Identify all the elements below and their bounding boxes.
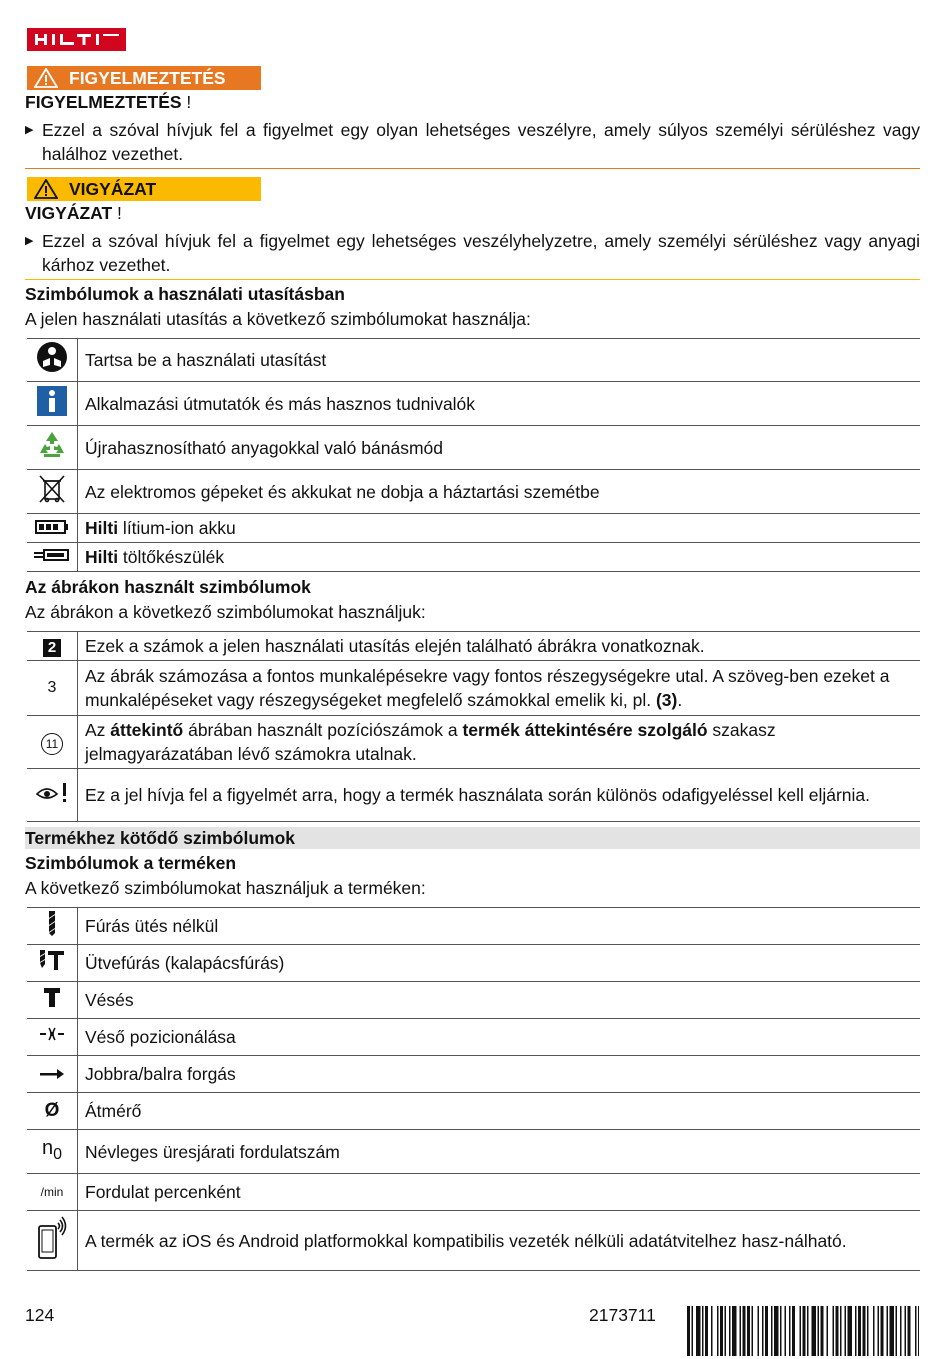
table-row bbox=[27, 543, 920, 572]
caution-divider bbox=[25, 279, 920, 280]
list-item: Hilti lítium-ion akku bbox=[78, 514, 921, 543]
list-item: Újrahasznosítható anyagokkal való bánásmód bbox=[78, 426, 921, 470]
list-item: Hilti töltőkészülék bbox=[78, 543, 921, 572]
product-symbols-table bbox=[27, 907, 920, 1271]
caution-badge bbox=[27, 177, 261, 201]
list-item: Az ábrák számozása a fontos munkalépésekre vagy fontos részegységekre utal. A szöveg-ben ezeket a munkalépéseket vagy részegységeket megfelelő számokkal emelik ki, pl. (3). bbox=[78, 661, 921, 716]
charger-icon bbox=[27, 543, 78, 572]
warning-badge-label: FIGYELMEZTETÉS bbox=[69, 67, 226, 88]
crossed-bin-icon bbox=[27, 470, 78, 514]
chisel-icon bbox=[27, 982, 78, 1019]
warning-badge bbox=[27, 66, 261, 90]
eye-attention-icon bbox=[27, 769, 78, 822]
table-row bbox=[27, 908, 920, 945]
list-item: Az áttekintő ábrában használt pozíciószámok a termék áttekintésére szolgáló szakasz jelmagyarázatában lévő számokra utalnak. bbox=[78, 716, 921, 769]
list-item: Alkalmazási útmutatók és más hasznos tudnivalók bbox=[78, 382, 921, 426]
list-item: A termék az iOS és Android platformokkal kompatibilis vezeték nélküli adatátvitelhez hasz-nálható. bbox=[78, 1211, 921, 1271]
caution-bullet: ▶ Ezzel a szóval hívjuk fel a figyelmet egy lehetséges veszélyhelyzetre, amely személyi sérüléshez vagy anyagi kárhoz vezethet. bbox=[25, 231, 920, 275]
list-item: Vésés bbox=[78, 982, 921, 1019]
table-row bbox=[27, 982, 920, 1019]
list-item: Az elektromos gépeket és akkukat ne dobja a háztartási szemétbe bbox=[78, 470, 921, 514]
table-row bbox=[27, 514, 920, 543]
bullet-arrow-icon: ▶ bbox=[25, 235, 34, 247]
table-row bbox=[27, 1019, 920, 1056]
figure-symbols-intro: Az ábrákon a következő szimbólumokat használjuk: bbox=[25, 602, 426, 622]
table-row bbox=[27, 339, 920, 382]
page-number: 124 bbox=[25, 1305, 55, 1325]
hammer-drill-icon bbox=[27, 945, 78, 982]
warning-bullet: ▶ Ezzel a szóval hívjuk fel a figyelmet egy olyan lehetséges veszélyre, amely súlyos személyi sérüléshez vagy halálhoz vezethet. bbox=[25, 120, 920, 164]
table-row bbox=[27, 632, 920, 661]
list-item: Ezek a számok a jelen használati utasítás elején található ábrákra vonatkoznak. bbox=[78, 632, 921, 661]
document-code: 2173711 bbox=[589, 1305, 656, 1325]
warning-divider bbox=[25, 168, 920, 169]
drill-icon bbox=[27, 908, 78, 945]
hilti-logo bbox=[27, 28, 126, 51]
list-item: Tartsa be a használati utasítást bbox=[78, 339, 921, 382]
table-row bbox=[27, 1093, 920, 1130]
read-manual-icon bbox=[27, 339, 78, 382]
list-item: Fúrás ütés nélkül bbox=[78, 908, 921, 945]
table-row bbox=[27, 426, 920, 470]
list-item: Névleges üresjárati fordulatszám bbox=[78, 1130, 921, 1174]
table-row bbox=[27, 1130, 920, 1174]
table-row bbox=[27, 945, 920, 982]
caution-triangle-icon bbox=[31, 179, 61, 199]
info-icon bbox=[27, 382, 78, 426]
battery-icon bbox=[27, 514, 78, 543]
list-item: Ez a jel hívja fel a figyelmét arra, hogy a termék használata során különös odafigyeléssel kell eljárnia. bbox=[78, 769, 921, 822]
table-row bbox=[27, 1174, 920, 1211]
warning-triangle-icon bbox=[31, 68, 61, 88]
list-item: Átmérő bbox=[78, 1093, 921, 1130]
warning-signal-word: FIGYELMEZTETÉS ! bbox=[25, 92, 192, 112]
figure-symbols-table bbox=[27, 631, 920, 822]
table-row bbox=[27, 1056, 920, 1093]
product-symbols-section-title: Termékhez kötődő szimbólumok bbox=[25, 828, 295, 848]
wireless-device-icon bbox=[27, 1211, 78, 1271]
diameter-icon: Ø bbox=[27, 1093, 78, 1130]
list-item: Fordulat percenként bbox=[78, 1174, 921, 1211]
rotation-arrow-icon bbox=[27, 1056, 78, 1093]
recycle-icon bbox=[27, 426, 78, 470]
table-row bbox=[27, 769, 920, 822]
caution-badge-label: VIGYÁZAT bbox=[69, 178, 157, 199]
list-item: Véső pozicionálása bbox=[78, 1019, 921, 1056]
table-row bbox=[27, 716, 920, 769]
manual-symbols-heading: Szimbólumok a használati utasításban bbox=[25, 284, 345, 304]
product-symbols-intro: A következő szimbólumokat használjuk a terméken: bbox=[25, 878, 426, 898]
caution-signal-word: VIGYÁZAT ! bbox=[25, 203, 122, 223]
per-minute-icon: /min bbox=[27, 1174, 78, 1211]
figure-number-icon: 2 bbox=[27, 632, 78, 661]
manual-symbols-intro: A jelen használati utasítás a következő szimbólumokat használja: bbox=[25, 309, 531, 329]
product-symbols-heading: Szimbólumok a terméken bbox=[25, 853, 237, 873]
step-number-icon: 3 bbox=[27, 661, 78, 716]
figure-symbols-heading: Az ábrákon használt szimbólumok bbox=[25, 577, 311, 597]
table-row bbox=[27, 382, 920, 426]
manual-symbols-table bbox=[27, 338, 920, 572]
list-item: Ütvefúrás (kalapácsfúrás) bbox=[78, 945, 921, 982]
barcode bbox=[687, 1306, 919, 1356]
position-number-icon: 11 bbox=[27, 716, 78, 769]
table-row bbox=[27, 661, 920, 716]
rated-speed-icon: $n_0$ bbox=[27, 1130, 78, 1174]
list-item: Jobbra/balra forgás bbox=[78, 1056, 921, 1093]
chisel-position-icon bbox=[27, 1019, 78, 1056]
table-row bbox=[27, 1211, 920, 1271]
table-row bbox=[27, 470, 920, 514]
bullet-arrow-icon: ▶ bbox=[25, 124, 34, 136]
